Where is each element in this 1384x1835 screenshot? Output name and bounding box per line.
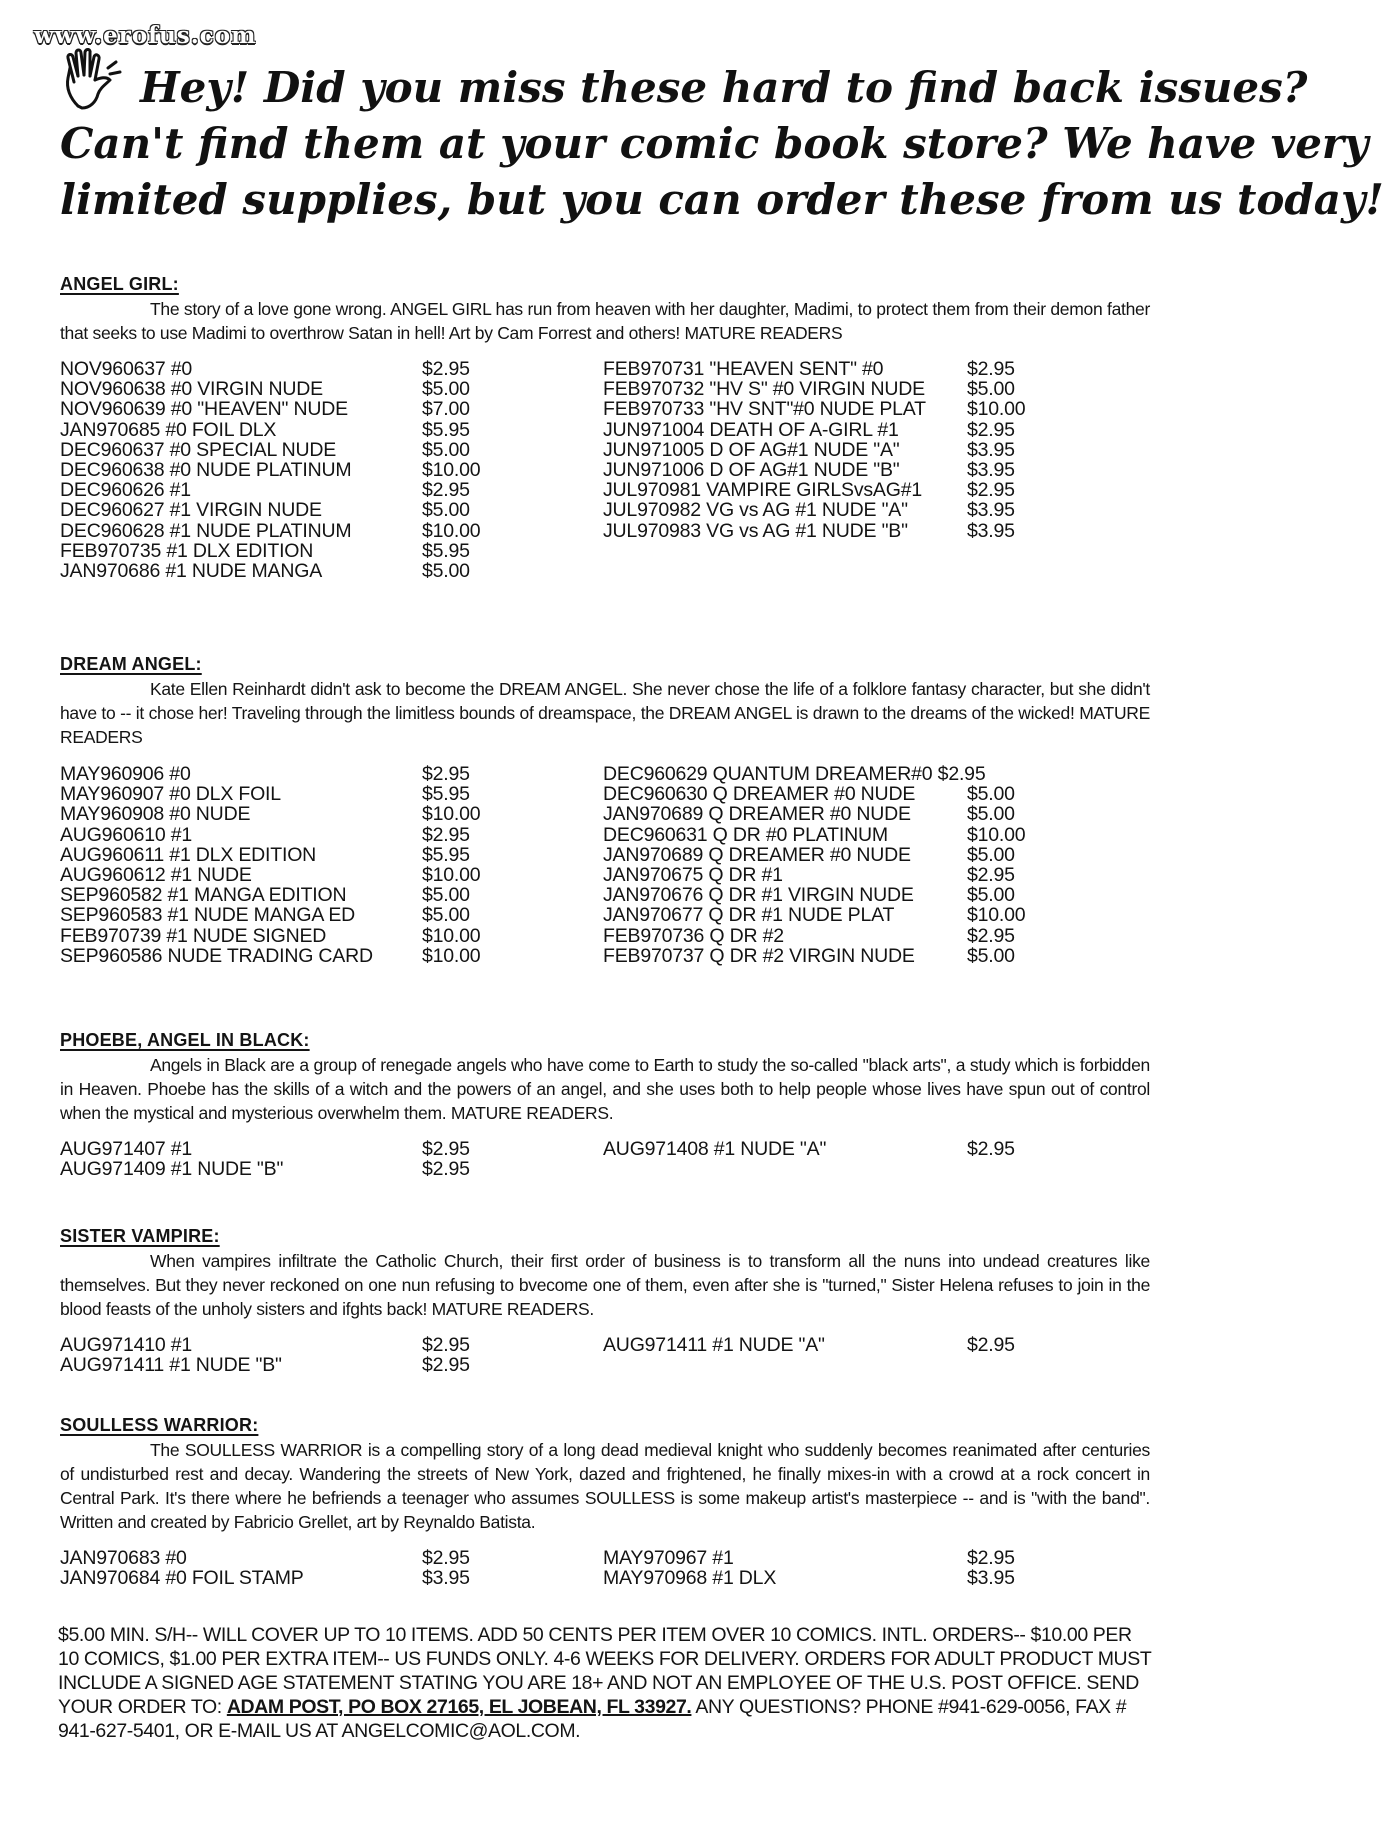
item-code: SEP960583 #1 NUDE MANGA ED	[60, 904, 356, 927]
item-price: $10.00	[422, 864, 481, 886]
order-instructions	[58, 1623, 1153, 1743]
item-price: $2.95	[967, 864, 1015, 886]
item-price: $7.00	[422, 398, 470, 421]
section-description: The story of a love gone wrong. ANGEL GIRL has run from heaven with her daughter, Madimi, to protect them from their demon father that seeks to use Madimi to overthrow Satan in hell! Art by Cam Forrest and others! MATURE READERS	[60, 299, 1150, 343]
section-description: When vampires infiltrate the Catholic Church, their first order of business is to transform all the nuns into undead creatures like themselves. But they never reckoned on one nun refusing to bvecome one of them, even after she is "turned," Sister Helena refuses to join in the blood feasts of the unholy sisters and ifghts back! MATURE READERS.	[60, 1251, 1150, 1319]
section-title: SOULLESS WARRIOR:	[60, 1415, 259, 1435]
item-price: $10.00	[422, 944, 481, 967]
item-code: FEB970737 Q DR #2 VIRGIN NUDE	[603, 944, 915, 967]
item-price: $2.95	[422, 1547, 470, 1569]
item-price: $5.00	[422, 499, 470, 522]
item-code: JAN970675 Q DR #1	[603, 864, 783, 886]
item-code: FEB970735 #1 DLX EDITION	[60, 539, 314, 562]
item-code: JAN970686 #1 NUDE MANGA	[60, 560, 323, 582]
item-code: SEP960586 NUDE TRADING CARD	[60, 944, 373, 967]
item-price: $10.00	[422, 519, 481, 542]
item-price: $5.00	[422, 904, 470, 927]
item-code: DEC960628 #1 NUDE PLATINUM	[60, 519, 352, 542]
item-price: $2.95	[422, 823, 470, 846]
item-code: FEB970739 #1 NUDE SIGNED	[60, 924, 327, 947]
item-code: NOV960639 #0 "HEAVEN" NUDE	[60, 398, 348, 421]
watermark: www.erofus.com	[34, 22, 257, 49]
item-price: $2.95	[967, 1547, 1015, 1569]
item-price: $2.95	[967, 358, 1015, 380]
item-price: $10.00	[967, 823, 1026, 846]
item-list	[60, 1546, 1150, 1594]
item-price: $5.00	[967, 843, 1015, 866]
item-price: $10.00	[967, 398, 1026, 421]
item-code: FEB970733 "HV SNT"#0 NUDE PLAT	[603, 398, 926, 421]
item-code: MAY970967 #1	[603, 1547, 734, 1569]
item-code: JUL970981 VAMPIRE GIRLSvsAG#1	[603, 479, 922, 502]
item-price: $2.95	[422, 1158, 470, 1181]
item-code: JAN970689 Q DREAMER #0 NUDE	[603, 803, 911, 826]
item-price: $3.95	[967, 499, 1015, 522]
item-price: $5.00	[967, 378, 1015, 401]
headline	[60, 60, 1384, 228]
item-code: DEC960626 #1	[60, 479, 191, 502]
item-price: $5.00	[967, 803, 1015, 826]
section-dream-angel	[60, 653, 1150, 1002]
item-code: DEC960631 Q DR #0 PLATINUM	[603, 823, 888, 846]
item-code: JAN970677 Q DR #1 NUDE PLAT	[603, 904, 895, 927]
item-code: DEC960629 QUANTUM DREAMER#0 $2.95	[603, 763, 986, 785]
item-code: FEB970736 Q DR #2	[603, 924, 784, 947]
item-price: $5.00	[967, 884, 1015, 907]
item-code: NOV960638 #0 VIRGIN NUDE	[60, 378, 323, 401]
item-price: $2.95	[967, 418, 1015, 441]
item-price: $3.95	[967, 519, 1015, 542]
item-code: DEC960627 #1 VIRGIN NUDE	[60, 499, 322, 522]
item-code: DEC960638 #0 NUDE PLATINUM	[60, 459, 352, 481]
item-price: $2.95	[422, 479, 470, 502]
item-price: $5.95	[422, 843, 470, 866]
section-description: Kate Ellen Reinhardt didn't ask to become the DREAM ANGEL. She never chose the life of a folklore fantasy character, but she didn't have to -- it chose her! Traveling through the limitless bounds of dreamspace, the DREAM ANGEL is drawn to the dreams of the wicked! MATURE READERS	[60, 679, 1150, 747]
order-terms: $5.00 MIN. S/H-- WILL COVER UP TO 10 ITEMS. ADD 50 CENTS PER ITEM OVER 10 COMICS. INTL. ORDERS-- $10.00 PER 10 COMICS, $1.00 PER EXTRA ITEM-- US FUNDS ONLY. 4-6 WEEKS FOR DELIVERY. ORDERS FOR ADULT PRODUCT MUST INCLUDE A SIGNED AGE STATEMENT STATING YOU ARE 18+ AND NOT AN EMPLOYEE OF THE U.S. POST OFFICE. SEND YOUR ORDER TO:	[58, 1624, 1151, 1718]
item-price: $2.95	[422, 358, 470, 380]
item-price: $5.00	[422, 560, 470, 582]
item-code: AUG960610 #1	[60, 823, 193, 846]
contact-info: ANY QUESTIONS? PHONE #941-629-0056, FAX # 941-627-5401, OR E-MAIL US AT ANGELCOMIC@AOL.COM.	[58, 1696, 1127, 1742]
item-code: FEB970731 "HEAVEN SENT" #0	[603, 358, 884, 380]
section-soulless-warrior	[60, 1414, 1150, 1594]
section-phoebe-angel-in-black	[60, 1029, 1150, 1185]
item-price: $5.00	[422, 884, 470, 907]
headline-line-2: Can't find them at your comic book store? We have very	[60, 119, 1369, 168]
item-price: $5.00	[967, 783, 1015, 806]
item-price: $2.95	[967, 479, 1015, 502]
item-code: AUG960612 #1 NUDE	[60, 864, 252, 886]
item-code: MAY960907 #0 DLX FOIL	[60, 783, 281, 806]
item-list	[60, 1333, 1150, 1381]
item-price: $2.95	[422, 1334, 470, 1356]
item-price: $5.00	[422, 438, 470, 461]
item-price: $3.95	[422, 1567, 470, 1590]
item-price: $2.95	[422, 1138, 470, 1160]
item-code: AUG971411 #1 NUDE "A"	[603, 1334, 825, 1356]
item-code: MAY960906 #0	[60, 763, 191, 785]
section-sister-vampire	[60, 1225, 1150, 1381]
item-list	[60, 762, 1150, 1002]
item-code: AUG971409 #1 NUDE "B"	[60, 1158, 284, 1181]
item-code: AUG971408 #1 NUDE "A"	[603, 1138, 827, 1160]
item-list	[60, 357, 1150, 621]
hand-icon	[60, 48, 122, 114]
item-price: $2.95	[967, 1334, 1015, 1356]
item-code: AUG971407 #1	[60, 1138, 193, 1160]
section-angel-girl	[60, 273, 1150, 621]
item-price: $3.95	[967, 1567, 1015, 1590]
item-code: JAN970683 #0	[60, 1547, 187, 1569]
item-code: SEP960582 #1 MANGA EDITION	[60, 884, 347, 907]
item-code: AUG971410 #1	[60, 1334, 193, 1356]
item-code: JUN971006 D OF AG#1 NUDE "B"	[603, 459, 900, 481]
item-price: $3.95	[967, 459, 1015, 481]
item-code: JUL970983 VG vs AG #1 NUDE "B"	[603, 519, 908, 542]
item-code: JUN971005 D OF AG#1 NUDE "A"	[603, 438, 900, 461]
item-price: $5.00	[422, 378, 470, 401]
item-price: $5.00	[967, 944, 1015, 967]
item-code: JAN970684 #0 FOIL STAMP	[60, 1567, 304, 1590]
item-price: $2.95	[967, 1138, 1015, 1160]
item-code: MAY960908 #0 NUDE	[60, 803, 251, 826]
item-code: MAY970968 #1 DLX	[603, 1567, 777, 1590]
item-code: JUN971004 DEATH OF A-GIRL #1	[603, 418, 899, 441]
headline-line-3: limited supplies, but you can order these from us today!	[60, 175, 1384, 224]
section-description: The SOULLESS WARRIOR is a compelling story of a long dead medieval knight who suddenly becomes reanimated after centuries of undisturbed rest and decay. Wandering the streets of New York, dazed and frightened, he finally mixes-in with a crowd at a rock concert in Central Park. It's there where he befriends a teenager who assumes SOULLESS is some makeup artist's masterpiece -- and is "with the band". Written and created by Fabricio Grellet, art by Reynaldo Batista.	[60, 1440, 1150, 1532]
section-title: PHOEBE, ANGEL IN BLACK:	[60, 1030, 310, 1050]
item-price: $5.95	[422, 539, 470, 562]
item-price: $2.95	[422, 1354, 470, 1377]
item-price: $10.00	[422, 803, 481, 826]
item-price: $5.95	[422, 783, 470, 806]
item-code: NOV960637 #0	[60, 358, 193, 380]
section-title: DREAM ANGEL:	[60, 654, 202, 674]
item-code: DEC960630 Q DREAMER #0 NUDE	[603, 783, 916, 806]
item-code: AUG971411 #1 NUDE "B"	[60, 1354, 282, 1377]
item-code: JAN970676 Q DR #1 VIRGIN NUDE	[603, 884, 914, 907]
item-code: JUL970982 VG vs AG #1 NUDE "A"	[603, 499, 908, 522]
item-price: $5.95	[422, 418, 470, 441]
item-price: $3.95	[967, 438, 1015, 461]
section-title: ANGEL GIRL:	[60, 274, 179, 294]
item-code: JAN970685 #0 FOIL DLX	[60, 418, 277, 441]
mailing-address: ADAM POST, PO BOX 27165, EL JOBEAN, FL 33927.	[226, 1696, 692, 1718]
headline-line-1: Hey! Did you miss these hard to find back issues?	[140, 63, 1308, 112]
item-price: $2.95	[967, 924, 1015, 947]
item-code: FEB970732 "HV S" #0 VIRGIN NUDE	[603, 378, 925, 401]
section-description: Angels in Black are a group of renegade angels who have come to Earth to study the so-called "black arts", a study which is forbidden in Heaven. Phoebe has the skills of a witch and the powers of an angel, and she uses both to help people whose lives have spun out of control when the mystical and mysterious overwhelm them. MATURE READERS.	[60, 1055, 1150, 1123]
item-price: $2.95	[422, 763, 470, 785]
item-price: $10.00	[422, 459, 481, 481]
section-title: SISTER VAMPIRE:	[60, 1226, 220, 1246]
item-price: $10.00	[422, 924, 481, 947]
item-code: DEC960637 #0 SPECIAL NUDE	[60, 438, 337, 461]
item-list	[60, 1137, 1150, 1185]
item-price: $10.00	[967, 904, 1026, 927]
item-code: AUG960611 #1 DLX EDITION	[60, 843, 317, 866]
item-code: JAN970689 Q DREAMER #0 NUDE	[603, 843, 911, 866]
